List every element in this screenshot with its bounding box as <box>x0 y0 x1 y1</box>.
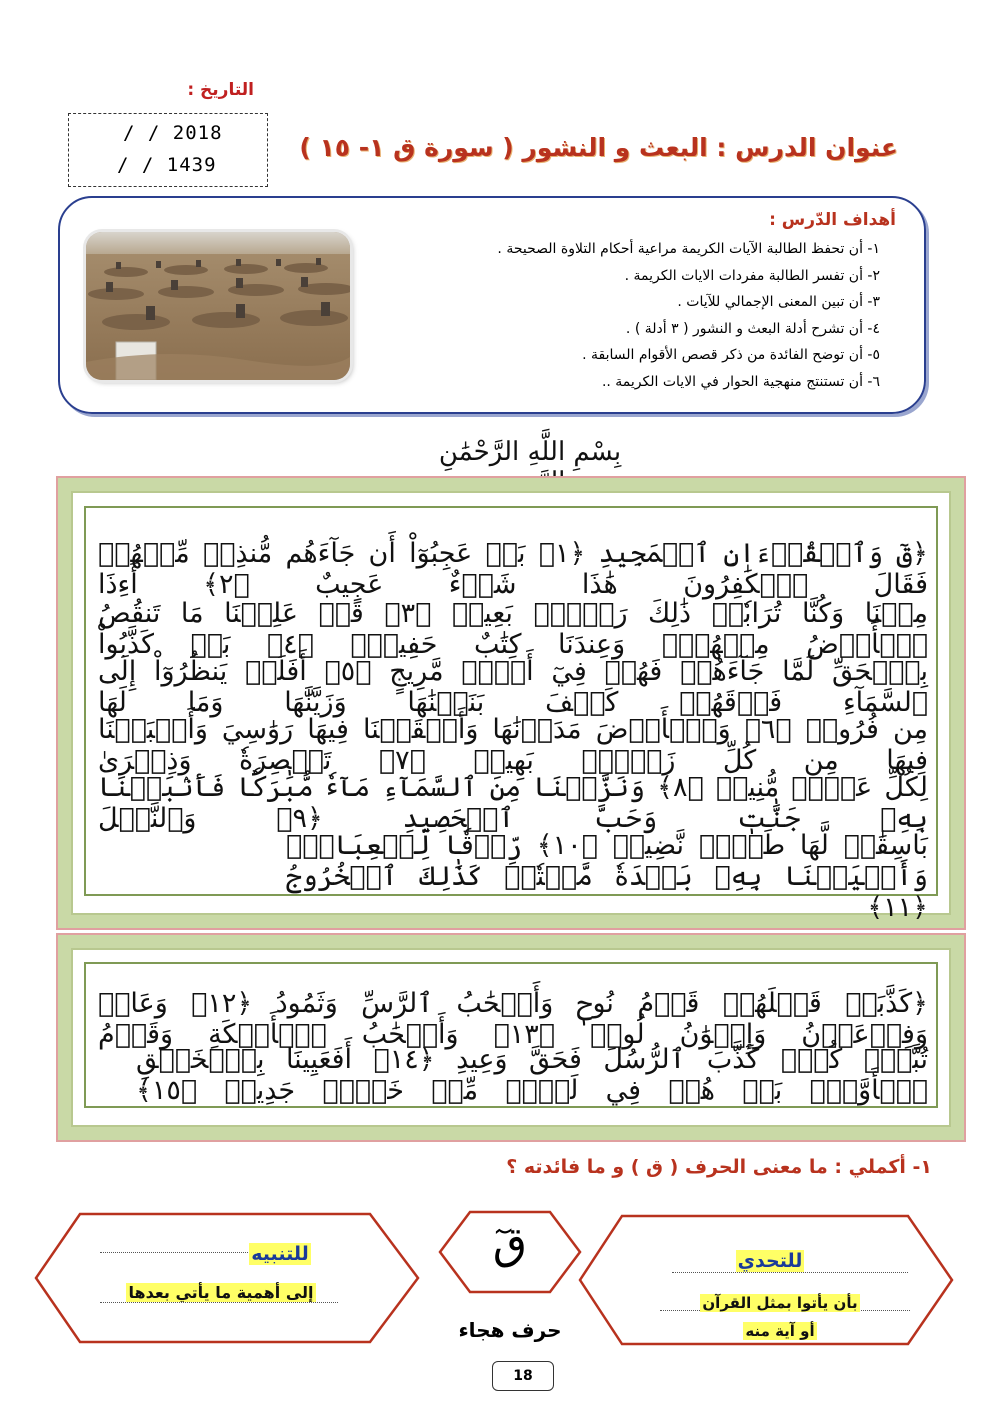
right-answer-line1-wrap <box>640 1294 920 1312</box>
date-hijri: / / 1439 <box>117 154 217 176</box>
letter-qaf: قٓ <box>492 1218 528 1269</box>
ayah-line: مِن فُرُوجٖ ﴿٦﴾ وَٱلۡأَرۡضَ مَدَدۡنَٰهَا وَأَلۡقَيۡنَا فِيهَا رَوَٰسِيَ وَأَنۢبَتۡنَا فِيهَا مِن كُلِّ زَوۡجِۢ بَهِيجٖ ﴿٧﴾ تَبۡصِرَةٗ وَذِكۡرَىٰ <box>98 714 928 776</box>
ayah-line: لِكُلِّ عَبۡدٖ مُّنِيبٖ ﴿٨﴾ وَنَزَّلۡنَا مِنَ ٱلسَّمَآءِ مَآءٗ مُّبَٰرَكٗا فَأَنۢبَتۡنَا بِهِۦ جَنَّٰتٖ وَحَبَّ ٱلۡحَصِيدِ ﴿٩﴾ وَٱلنَّخۡلَ <box>98 772 928 834</box>
basmala: بِسْمِ اللَّهِ الرَّحْمَٰنِ <box>438 437 622 467</box>
ayah-line: بِٱلۡحَقِّ لَمَّا جَآءَهُمۡ فَهُمۡ فِيٓ أَمۡرٖ مَّرِيجٍ ﴿٥﴾ أَفَلَمۡ يَنظُرُوٓاْ إِلَى ٱلسَّمَآءِ فَوۡقَهُمۡ كَيۡفَ بَنَيۡنَٰهَا وَزَيَّنَّٰهَا وَمَا لَهَا <box>98 656 929 718</box>
goal-item: ٢- أن تفسر الطالبة مفردات الايات الكريمة . <box>624 267 880 284</box>
date-label: التاريخ : <box>187 80 254 100</box>
center-label: حرف هجاء <box>458 1318 562 1342</box>
quran-panel-2-inner <box>84 962 938 1108</box>
date-gregorian: / / 2018 <box>123 122 223 144</box>
goal-item: ٥- أن توضح الفائدة من ذكر قصص الأقوام السابقة . <box>582 347 880 364</box>
date-box <box>68 113 268 187</box>
goal-item: ٦- أن تستنتج منهجية الحوار في الايات الكريمة .. <box>601 373 880 390</box>
left-answer-title: للتنبيه <box>251 1243 309 1265</box>
goal-item: ٤- أن تشرح أدلة البعث و النشور ( ٣ أدلة ) . <box>625 320 880 337</box>
goal-item: ١- أن تحفظ الطالبة الآيات الكريمة مراعية أحكام التلاوة الصحيحة . <box>497 241 880 257</box>
left-answer-hexagon <box>36 1214 418 1342</box>
page-number: 18 <box>492 1361 554 1391</box>
right-answer-title-wrap <box>620 1250 920 1272</box>
ayah-line: ﴿قٓ وَٱلۡقُرۡءَانِ ٱلۡمَجِيدِ ﴿١﴾ بَلۡ عَجِبُوٓاْ أَن جَآءَهُم مُّنذِرٞ مِّنۡهُمۡ فَقَالَ ٱلۡكَٰفِرُونَ هَٰذَا شَيۡءٌ عَجِيبٌ ﴿٢﴾ أَءِذَا <box>98 538 929 600</box>
ayah-line: بَاسِقَٰتٖ لَّهَا طَلۡعٞ نَّضِيدٞ ﴿١٠﴾ رِّزۡقٗا لِّلۡعِبَادِۖ وَأَحۡيَيۡنَا بِهِۦ بَلۡدَةٗ مَّيۡتٗاۚ كَذَٰلِكَ ٱلۡخُرُوجُ ﴿١١﴾ <box>286 830 929 923</box>
answer-line <box>100 1302 338 1303</box>
right-answer-line1: بأن يأتوا بمثل القرآن <box>702 1294 858 1312</box>
answer-line <box>672 1272 908 1273</box>
right-answer-line2-wrap <box>640 1322 920 1340</box>
left-answer-text-wrap <box>96 1283 346 1302</box>
goal-item: ٣- أن تبين المعنى الإجمالي للآيات . <box>677 294 880 311</box>
question-1: ١- أكملي : ما معنى الحرف ( ق ) و ما فائدته ؟ <box>506 1156 932 1178</box>
ayah-line: تُبَّعٖۚ كُلّٞ كَذَّبَ ٱلرُّسُلَ فَحَقَّ وَعِيدِ ﴿١٤﴾ أَفَعَيِينَا بِٱلۡخَلۡقِ ٱلۡأَوَّلِۚ بَلۡ هُمۡ فِي لَبۡسٖ مِّنۡ خَلۡقٖ جَدِيدٖ ﴿١٥﴾ <box>136 1044 928 1106</box>
goals-list <box>360 236 880 396</box>
goals-heading: أهداف الدّرس : <box>769 210 896 230</box>
left-answer-title-wrap <box>90 1243 390 1265</box>
cemetery-photo <box>86 232 350 380</box>
right-answer-title: للتحدي <box>737 1250 803 1272</box>
quran-panel-1-inner <box>84 506 938 923</box>
ayah-line: ﴿كَذَّبَتۡ قَبۡلَهُمۡ قَوۡمُ نُوحٖ وَأَصۡحَٰبُ ٱلرَّسِّ وَثَمُودُ ﴿١٢﴾ وَعَادٞ وَفِرۡعَوۡنُ وَإِخۡوَٰنُ لُوطٖ ﴿١٣﴾ وَأَصۡحَٰبُ ٱلۡأَيۡكَةِ وَقَوۡمُ <box>98 988 928 1050</box>
left-answer-text: إلى أهمية ما يأتي بعدها <box>128 1283 314 1302</box>
ayah-line: مِتۡنَا وَكُنَّا تُرَابٗاۖ ذَٰلِكَ رَجۡعُۢ بَعِيدٞ ﴿٣﴾ قَدۡ عَلِمۡنَا مَا تَنقُصُ ٱلۡأَرۡضُ مِنۡهُمۡۖ وَعِندَنَا كِتَٰبٌ حَفِيظُۢ ﴿٤﴾ بَلۡ كَذَّبُواْ <box>98 598 928 660</box>
lesson-title: عنوان الدرس : البعث و النشور ( سورة ق ١- ١٥ ) <box>299 133 898 162</box>
right-answer-line2: أو آية منه <box>745 1322 815 1340</box>
